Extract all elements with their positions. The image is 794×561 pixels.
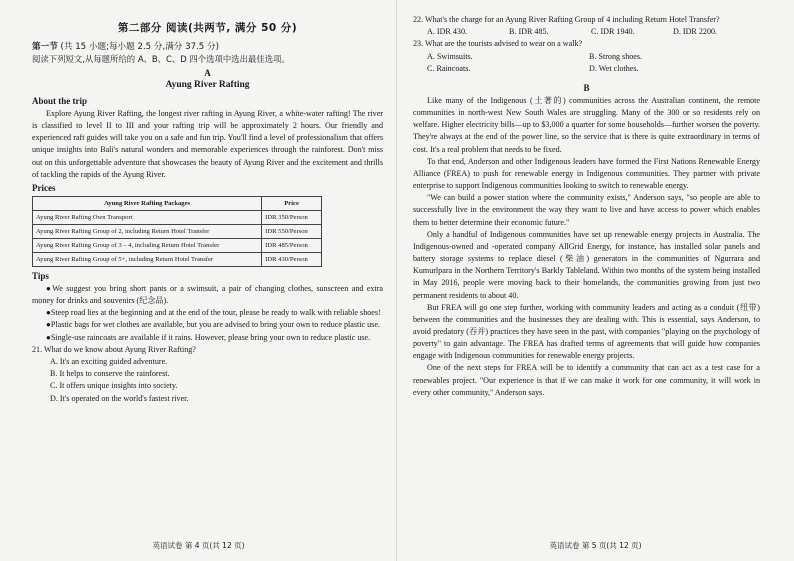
right-page — [397, 0, 794, 561]
table-row — [33, 224, 322, 238]
option: A. IDR 430. — [427, 27, 468, 37]
table-row — [33, 210, 322, 224]
paragraph: Only a handful of Indigenous communities have set up renewable energy projects in Australia. The Indigenous-owned and -operated company AllGrid Energy, for instance, has installed solar panels and battery storage systems to replace diesel (柴油) generators in the communities of Ngurrara and Kumurlpara in the Northern Territory's Barkly Tableland. Within two months of the system being installed in May 2016, people were moving back to their homelands, the communities growing from just two permanent residents to about 40. — [413, 229, 760, 300]
tip-item: ●Plastic bags for wet clothes are available, but you are advised to bring your own to reduce plastic use. — [46, 320, 380, 330]
table-row — [33, 252, 322, 266]
option: D. Wet clothes. — [589, 63, 639, 73]
tip-item: ●Steep road lies at the beginning and at the end of the tour, please be ready to walk with reliable shoes! — [46, 308, 381, 318]
section-title: 第二部分 阅读(共两节, 满分 50 分) — [117, 22, 298, 34]
option: C. IDR 1940. — [591, 27, 635, 37]
option: B. Strong shoes. — [589, 51, 643, 61]
option: C. It offers unique insights into society. — [50, 381, 178, 391]
tips-heading: Tips — [32, 270, 49, 281]
table-cell: IDR 430/Person — [262, 252, 322, 266]
paragraph: To that end, Anderson and other Indigenous leaders have formed the First Nations Renewable Energy Alliance (FREA) to push for renewable energy in Indigenous communities. They partner with private enterprise to support Indigenous communities looking to switch to renewable energy. — [413, 156, 760, 191]
page-footer: 英语试卷 第 5 页(共 12 页) — [549, 541, 642, 550]
table-cell: Ayung River Rafting Own Transport — [33, 210, 262, 224]
table-header: Ayung River Rafting Packages — [33, 196, 262, 210]
question-23: 23. What are the tourists advised to wear on a walk? — [413, 39, 583, 49]
option: D. It's operated on the world's fastest river. — [50, 393, 189, 403]
option: B. IDR 485. — [509, 27, 549, 37]
table-cell: Ayung River Rafting Group of 5+, including Return Hotel Transfer — [33, 252, 262, 266]
about-heading: About the trip — [32, 96, 88, 106]
tip-item: ●We suggest you bring short pants or a swimsuit, a pair of changing clothes, sunscreen and extra money for drinks and souvenirs (纪念品). — [32, 283, 383, 306]
passage-letter: A — [204, 68, 211, 78]
table-header-row — [33, 196, 322, 210]
instruction: 阅读下列短文,从每题所给的 A、B、C、D 四个选项中选出最佳选项。 — [32, 54, 290, 64]
option: A. It's an exciting guided adventure. — [50, 356, 168, 366]
tip-item: ●Single-use raincoats are available if it rains. However, please bring your own to reduce plastic use. — [46, 332, 371, 342]
option: C. Raincoats. — [427, 63, 471, 73]
table-row — [33, 238, 322, 252]
page-footer: 英语试卷 第 4 页(共 12 页) — [152, 541, 245, 550]
options-row — [413, 26, 760, 38]
option: D. IDR 2200. — [673, 27, 718, 37]
table-cell: IDR 485/Person — [262, 238, 322, 252]
part-heading — [32, 41, 383, 53]
question-22: 22. What's the charge for an Ayung River Rafting Group of 4 including Return Hotel Transfer? — [413, 15, 720, 24]
options-row — [413, 63, 760, 75]
paragraph: One of the next steps for FREA will be to identify a community that can act as a test case for a renewables project. "Our experience is that if we can make it work for one community, it will work in every other community," Anderson says. — [413, 363, 760, 397]
part-label: 第一节 — [32, 42, 58, 52]
paragraph: "We can build a power station where the community exists," Anderson says, "so people are able to successfully live in the environment the way they want to live and have access to power which enables them to better determine their economic future." — [413, 193, 760, 227]
about-text: Explore Ayung River Rafting, the longest river rafting in Ayung River, a white-water rafting! The river is classified to level II to III and your rafting trip will be approximately 2 hours. Our friendly and experienced raft guides will take you on a safe and fun trip. You'll find a level of professionalism that offers unique insights into Bali's natural wonders and memorable experiences through the rainforest. Don't miss out on this unforgettable adventure that showcases the beauty of Ayung River and the excitement and thrills of tackling the rapids of the Ayung River. — [32, 109, 383, 179]
passage-letter: B — [583, 83, 590, 94]
question-21: 21. What do we know about Ayung River Rafting? — [32, 344, 196, 354]
paragraph: Like many of the Indigenous (土著的) communities across the Australian continent, the remote communities in north-west New South Wales are struggling. Many of the 300 or so residents rely on welfare. Higher electricity bills—up to $3,000 a quarter for some households—further worsen the poverty. They're always at the end of the power line, so the service that is there is quite extraordinary in terms of cost. It's a real problem that needs to be fixed. — [413, 96, 760, 154]
prices-heading: Prices — [32, 182, 56, 193]
table-cell: Ayung River Rafting Group of 2, including Return Hotel Transfer — [33, 224, 262, 238]
option: A. Swimsuits. — [427, 51, 473, 61]
table-cell: IDR 550/Person — [262, 224, 322, 238]
price-table — [32, 196, 322, 267]
table-cell: IDR 350/Person — [262, 210, 322, 224]
part-desc: (共 15 小题;每小题 2.5 分,满分 37.5 分) — [60, 42, 219, 52]
passage-title: Ayung River Rafting — [165, 80, 250, 90]
table-header: Price — [262, 196, 322, 210]
options-row — [413, 51, 760, 63]
option: B. It helps to conserve the rainforest. — [50, 369, 170, 379]
paragraph: But FREA will go one step further, working with community leaders and acting as a conduit (纽带) between the communities and the businesses they are dealing with. This is essential, says Anderson, to avoid predatory (吞并) practices they have seen in the past, with companies "playing on the psychology of poverty" to gain advantage. The FREA has drafted terms of agreements that will guide how companies engage with Indigenous communities for renewable energy projects. — [413, 302, 760, 361]
table-cell: Ayung River Rafting Group of 3 – 4, including Return Hotel Transfer — [33, 238, 262, 252]
